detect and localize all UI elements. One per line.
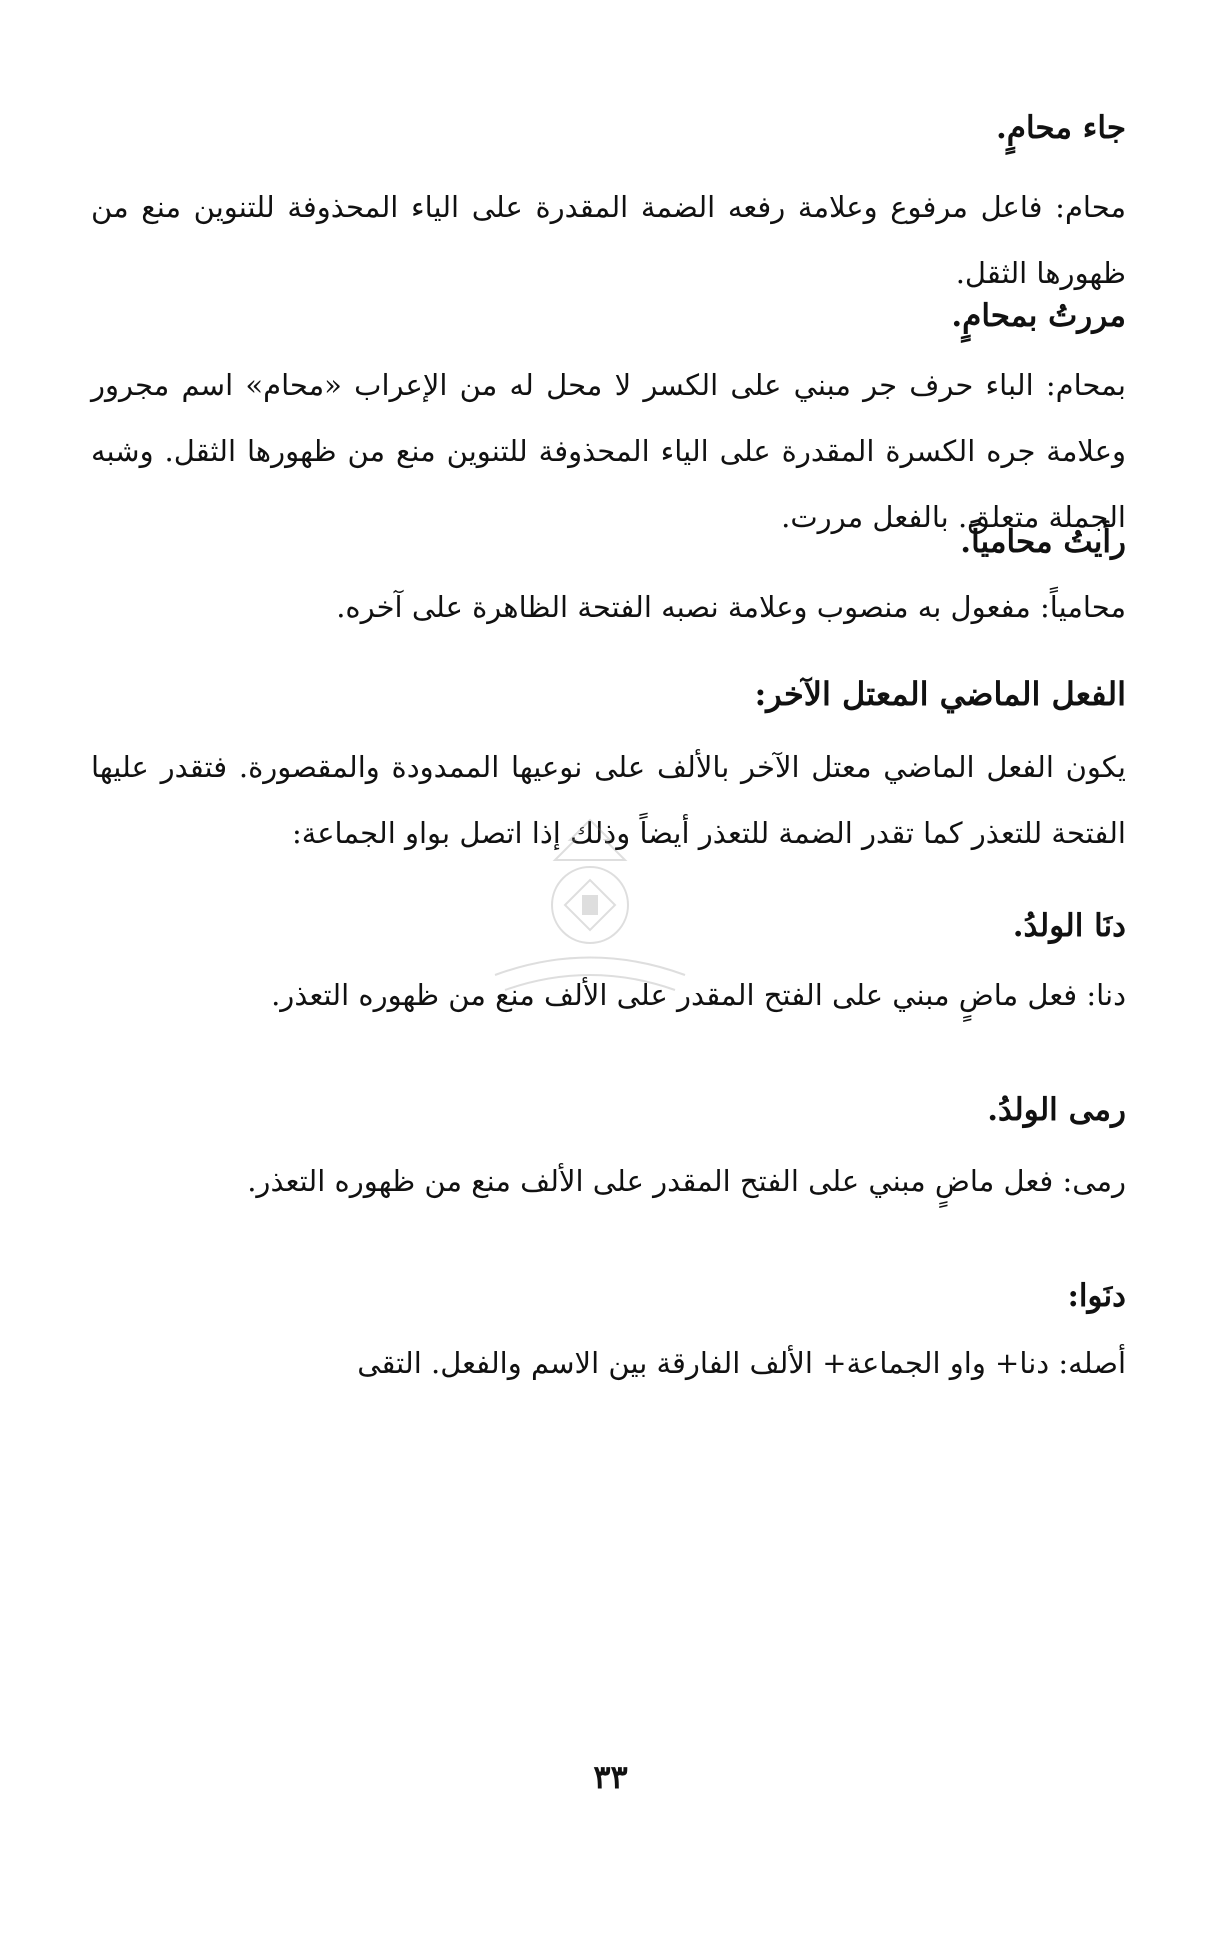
paragraph: دنا: فعل ماضٍ مبني على الفتح المقدر على الألف منع من ظهوره التعذر.	[271, 978, 1126, 1012]
example-sentence: جاء محامٍ.	[995, 110, 1126, 146]
example-sentence: مررتُ بمحامٍ.	[951, 298, 1126, 334]
paragraph: أصله: دنا+ واو الجماعة+ الألف الفارقة بين الاسم والفعل. التقى	[357, 1346, 1126, 1380]
paragraph: رمى: فعل ماضٍ مبني على الفتح المقدر على الألف منع من ظهوره التعذر.	[247, 1164, 1126, 1198]
example-sentence: رمى الولدُ.	[987, 1092, 1126, 1128]
paragraph: محام: فاعل مرفوع وعلامة رفعه الضمة المقدرة على الياء المحذوفة للتنوين منع من ظهورها الثقل.	[91, 190, 1126, 290]
paragraph: بمحام: الباء حرف جر مبني على الكسر لا محل له من الإعراب «محام» اسم مجرور وعلامة جره الكسرة المقدرة على الياء المحذوفة للتنوين منع من ظهورها الثقل. وشبه الجملة متعلق. بالفعل مررت.	[91, 368, 1126, 534]
section-heading: الفعل الماضي المعتل الآخر:	[754, 675, 1126, 713]
paragraph: محامياً: مفعول به منصوب وعلامة نصبه الفتحة الظاهرة على آخره.	[336, 590, 1126, 624]
example-sentence: دنَوا:	[1067, 1278, 1126, 1314]
example-sentence: دنَا الولدُ.	[1012, 908, 1126, 944]
page-number: ٣٣	[593, 1758, 628, 1796]
paragraph: يكون الفعل الماضي معتل الآخر بالألف على نوعيها الممدودة والمقصورة. فتقدر عليها الفتحة للتعذر كما تقدر الضمة للتعذر أيضاً وذلك إذا اتصل بواو الجماعة:	[91, 750, 1126, 850]
example-sentence: رأيتُ محامياً.	[960, 524, 1126, 560]
